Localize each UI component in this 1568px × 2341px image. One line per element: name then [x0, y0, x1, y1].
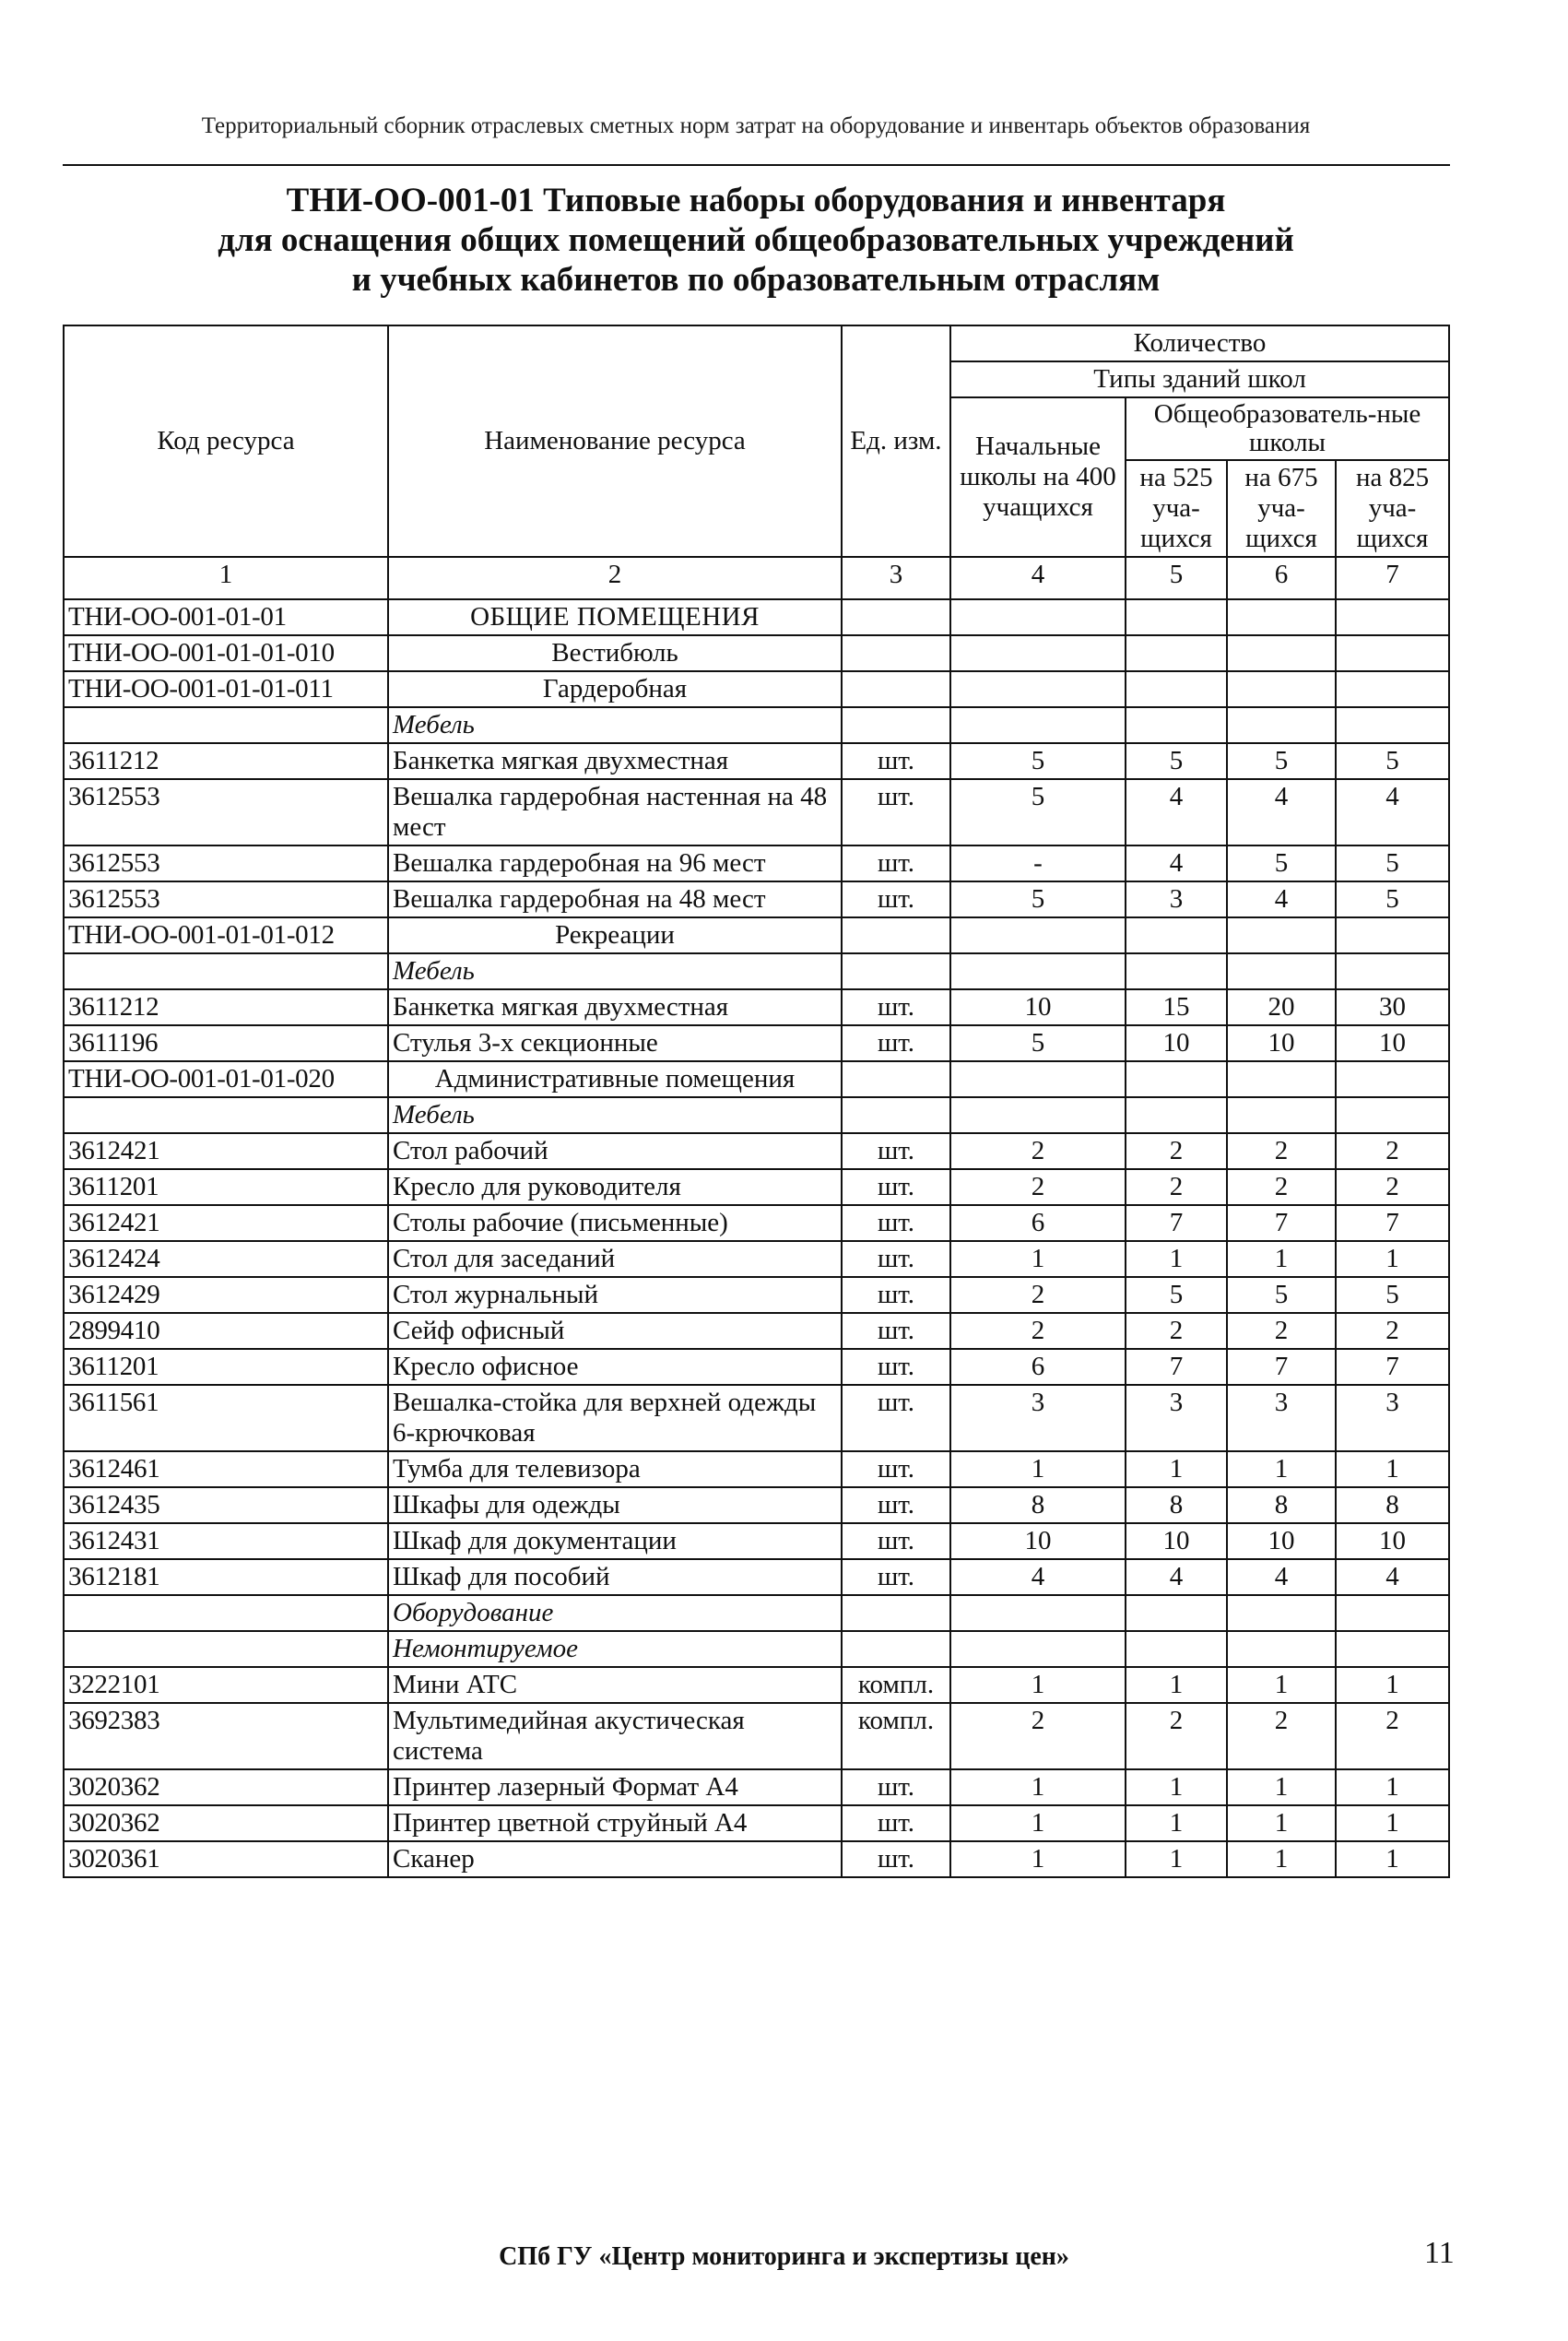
qty-general-675: [1227, 635, 1336, 671]
header-rule: [63, 164, 1450, 166]
table-row: [64, 743, 1449, 779]
table-row: [64, 1277, 1449, 1313]
column-number: 5: [1126, 557, 1227, 599]
qty-general-675: 5: [1227, 1277, 1336, 1313]
resource-name: Мебель: [388, 1097, 842, 1133]
qty-primary-400: 1: [950, 1769, 1126, 1805]
qty-primary-400: [950, 917, 1126, 953]
column-number: 4: [950, 557, 1126, 599]
qty-general-825: 10: [1336, 1523, 1449, 1559]
qty-general-525: 4: [1126, 1559, 1227, 1595]
resource-name: Вешалка гардеробная на 96 мест: [388, 845, 842, 881]
qty-general-525: 7: [1126, 1349, 1227, 1385]
unit: шт.: [842, 845, 950, 881]
resource-code: 3612424: [64, 1241, 388, 1277]
table-row: [64, 1061, 1449, 1097]
qty-primary-400: 8: [950, 1487, 1126, 1523]
resource-name: Вешалка-стойка для верхней одежды 6-крючковая: [388, 1385, 842, 1451]
resource-name: Вешалка гардеробная настенная на 48 мест: [388, 779, 842, 845]
resource-name: Сканер: [388, 1841, 842, 1877]
title-line: для оснащения общих помещений общеобразовательных учреждений: [218, 221, 1294, 259]
header-name: Наименование ресурса: [388, 325, 842, 557]
qty-general-675: [1227, 917, 1336, 953]
qty-general-525: [1126, 1595, 1227, 1631]
unit: шт.: [842, 1487, 950, 1523]
unit: шт.: [842, 1805, 950, 1841]
header-825: на 825 уча-щихся: [1336, 460, 1449, 557]
resource-code: 3612181: [64, 1559, 388, 1595]
resource-code: 2899410: [64, 1313, 388, 1349]
resource-name: ОБЩИЕ ПОМЕЩЕНИЯ: [388, 599, 842, 635]
unit: шт.: [842, 1277, 950, 1313]
qty-general-675: 5: [1227, 743, 1336, 779]
table-row: [64, 635, 1449, 671]
qty-general-675: 5: [1227, 845, 1336, 881]
resource-code: 3222101: [64, 1667, 388, 1703]
qty-general-675: [1227, 707, 1336, 743]
unit: шт.: [842, 1241, 950, 1277]
table-row: [64, 1595, 1449, 1631]
qty-general-675: [1227, 599, 1336, 635]
unit: [842, 1631, 950, 1667]
table-row: [64, 1313, 1449, 1349]
qty-general-675: 1: [1227, 1451, 1336, 1487]
footer-organization: СПб ГУ «Центр мониторинга и экспертизы цен»: [499, 2242, 1069, 2271]
unit: [842, 953, 950, 989]
qty-general-675: 2: [1227, 1703, 1336, 1769]
qty-general-825: [1336, 1595, 1449, 1631]
column-number-row: [64, 557, 1449, 599]
resource-name: Шкаф для документации: [388, 1523, 842, 1559]
qty-general-525: 1: [1126, 1241, 1227, 1277]
table-row: [64, 1169, 1449, 1205]
unit: компл.: [842, 1703, 950, 1769]
resource-name: Стулья 3-х секционные: [388, 1025, 842, 1061]
resource-code: 3612553: [64, 845, 388, 881]
table-row: [64, 953, 1449, 989]
resource-name: Кресло офисное: [388, 1349, 842, 1385]
resource-name: Банкетка мягкая двухместная: [388, 989, 842, 1025]
qty-general-825: 1: [1336, 1667, 1449, 1703]
resource-code: 3611201: [64, 1169, 388, 1205]
qty-primary-400: 6: [950, 1349, 1126, 1385]
qty-primary-400: 1: [950, 1241, 1126, 1277]
qty-general-525: 10: [1126, 1025, 1227, 1061]
table-body: [64, 599, 1449, 1877]
table-row: [64, 881, 1449, 917]
qty-general-525: 3: [1126, 1385, 1227, 1451]
table-row: [64, 1841, 1449, 1877]
resource-table: [63, 325, 1450, 1878]
qty-general-525: [1126, 635, 1227, 671]
resource-code: 3611196: [64, 1025, 388, 1061]
resource-code: 3612553: [64, 779, 388, 845]
resource-code: [64, 1631, 388, 1667]
unit: шт.: [842, 1205, 950, 1241]
qty-general-525: 2: [1126, 1313, 1227, 1349]
qty-general-525: 10: [1126, 1523, 1227, 1559]
qty-general-825: 1: [1336, 1841, 1449, 1877]
qty-general-675: 20: [1227, 989, 1336, 1025]
page-title: [65, 181, 1447, 300]
table-row: [64, 1769, 1449, 1805]
qty-primary-400: [950, 1061, 1126, 1097]
header-unit: Ед. изм.: [842, 325, 950, 557]
qty-general-525: [1126, 1061, 1227, 1097]
unit: [842, 671, 950, 707]
table-row: [64, 1559, 1449, 1595]
qty-general-825: 1: [1336, 1451, 1449, 1487]
qty-general-825: 5: [1336, 881, 1449, 917]
qty-general-675: [1227, 953, 1336, 989]
table-row: [64, 1451, 1449, 1487]
unit: шт.: [842, 1385, 950, 1451]
qty-general-675: 4: [1227, 1559, 1336, 1595]
qty-general-675: [1227, 1595, 1336, 1631]
table-row: [64, 989, 1449, 1025]
unit: шт.: [842, 743, 950, 779]
unit: шт.: [842, 1133, 950, 1169]
column-number: 2: [388, 557, 842, 599]
resource-code: [64, 953, 388, 989]
qty-primary-400: 2: [950, 1313, 1126, 1349]
resource-name: Сейф офисный: [388, 1313, 842, 1349]
qty-primary-400: 1: [950, 1805, 1126, 1841]
qty-primary-400: 5: [950, 881, 1126, 917]
table-row: [64, 1241, 1449, 1277]
qty-general-825: 2: [1336, 1703, 1449, 1769]
table-row: [64, 1385, 1449, 1451]
column-number: 6: [1227, 557, 1336, 599]
table-row: [64, 1631, 1449, 1667]
qty-general-825: 7: [1336, 1349, 1449, 1385]
resource-code: [64, 707, 388, 743]
resource-name: Стол для заседаний: [388, 1241, 842, 1277]
qty-general-675: 2: [1227, 1169, 1336, 1205]
resource-name: Тумба для телевизора: [388, 1451, 842, 1487]
resource-name: Мебель: [388, 707, 842, 743]
resource-name: Стол рабочий: [388, 1133, 842, 1169]
qty-general-525: 7: [1126, 1205, 1227, 1241]
qty-primary-400: -: [950, 845, 1126, 881]
qty-primary-400: 5: [950, 743, 1126, 779]
table-row: [64, 599, 1449, 635]
qty-general-675: 4: [1227, 881, 1336, 917]
qty-general-675: [1227, 671, 1336, 707]
qty-general-525: [1126, 1631, 1227, 1667]
qty-general-525: 4: [1126, 845, 1227, 881]
qty-general-675: 1: [1227, 1841, 1336, 1877]
qty-general-825: [1336, 635, 1449, 671]
qty-general-675: [1227, 1061, 1336, 1097]
qty-general-825: 5: [1336, 743, 1449, 779]
resource-code: ТНИ-ОО-001-01-01-012: [64, 917, 388, 953]
qty-primary-400: 6: [950, 1205, 1126, 1241]
qty-primary-400: [950, 707, 1126, 743]
table-row: [64, 845, 1449, 881]
qty-primary-400: 1: [950, 1667, 1126, 1703]
unit: шт.: [842, 1841, 950, 1877]
unit: шт.: [842, 1559, 950, 1595]
unit: [842, 1061, 950, 1097]
qty-primary-400: [950, 599, 1126, 635]
qty-primary-400: [950, 671, 1126, 707]
unit: шт.: [842, 1523, 950, 1559]
qty-general-525: 5: [1126, 743, 1227, 779]
resource-name: Немонтируемое: [388, 1631, 842, 1667]
qty-general-825: 2: [1336, 1169, 1449, 1205]
qty-primary-400: 2: [950, 1703, 1126, 1769]
qty-general-825: [1336, 671, 1449, 707]
qty-general-525: 1: [1126, 1769, 1227, 1805]
qty-general-675: 4: [1227, 779, 1336, 845]
resource-code: ТНИ-ОО-001-01-01-011: [64, 671, 388, 707]
qty-primary-400: 10: [950, 989, 1126, 1025]
qty-primary-400: 1: [950, 1841, 1126, 1877]
qty-general-825: [1336, 599, 1449, 635]
column-number: 3: [842, 557, 950, 599]
qty-general-675: 10: [1227, 1025, 1336, 1061]
unit: шт.: [842, 1349, 950, 1385]
resource-name: Административные помещения: [388, 1061, 842, 1097]
qty-general-525: 8: [1126, 1487, 1227, 1523]
qty-general-675: 2: [1227, 1313, 1336, 1349]
qty-general-525: 1: [1126, 1841, 1227, 1877]
resource-code: ТНИ-ОО-001-01-01-020: [64, 1061, 388, 1097]
qty-general-825: 3: [1336, 1385, 1449, 1451]
resource-code: ТНИ-ОО-001-01-01: [64, 599, 388, 635]
qty-general-525: [1126, 953, 1227, 989]
resource-code: 3692383: [64, 1703, 388, 1769]
table-row: [64, 1487, 1449, 1523]
qty-primary-400: [950, 953, 1126, 989]
header-675: на 675 уча-щихся: [1227, 460, 1336, 557]
resource-name: Стол журнальный: [388, 1277, 842, 1313]
header-525: на 525 уча-щихся: [1126, 460, 1227, 557]
resource-code: 3611561: [64, 1385, 388, 1451]
resource-code: [64, 1097, 388, 1133]
unit: [842, 635, 950, 671]
unit: шт.: [842, 1769, 950, 1805]
resource-name: Шкафы для одежды: [388, 1487, 842, 1523]
qty-general-825: 1: [1336, 1241, 1449, 1277]
resource-code: 3612429: [64, 1277, 388, 1313]
qty-general-525: 1: [1126, 1667, 1227, 1703]
column-number: 1: [64, 557, 388, 599]
unit: [842, 707, 950, 743]
qty-general-675: 10: [1227, 1523, 1336, 1559]
qty-general-825: 10: [1336, 1025, 1449, 1061]
qty-general-525: 2: [1126, 1169, 1227, 1205]
unit: [842, 1595, 950, 1631]
qty-primary-400: [950, 635, 1126, 671]
unit: [842, 917, 950, 953]
table-row: [64, 1703, 1449, 1769]
qty-primary-400: 5: [950, 779, 1126, 845]
qty-general-825: 30: [1336, 989, 1449, 1025]
table-header: [64, 325, 1449, 599]
table-row: [64, 1349, 1449, 1385]
qty-general-525: [1126, 707, 1227, 743]
resource-code: 3020362: [64, 1769, 388, 1805]
resource-name: Вестибюль: [388, 635, 842, 671]
resource-code: 3020362: [64, 1805, 388, 1841]
unit: шт.: [842, 1313, 950, 1349]
qty-general-675: 7: [1227, 1349, 1336, 1385]
qty-general-525: 1: [1126, 1805, 1227, 1841]
qty-general-525: 2: [1126, 1133, 1227, 1169]
qty-general-825: 1: [1336, 1769, 1449, 1805]
qty-general-825: 1: [1336, 1805, 1449, 1841]
qty-general-525: 15: [1126, 989, 1227, 1025]
resource-code: 3612431: [64, 1523, 388, 1559]
resource-name: Принтер цветной струйный А4: [388, 1805, 842, 1841]
qty-general-525: [1126, 671, 1227, 707]
qty-primary-400: 3: [950, 1385, 1126, 1451]
column-number: 7: [1336, 557, 1449, 599]
qty-general-675: [1227, 1097, 1336, 1133]
unit: [842, 1097, 950, 1133]
unit: компл.: [842, 1667, 950, 1703]
qty-general-675: 7: [1227, 1205, 1336, 1241]
table-row: [64, 1133, 1449, 1169]
qty-general-525: [1126, 917, 1227, 953]
unit: [842, 599, 950, 635]
resource-code: 3612553: [64, 881, 388, 917]
qty-general-675: 2: [1227, 1133, 1336, 1169]
resource-code: 3611212: [64, 743, 388, 779]
resource-name: Мультимедийная акустическая система: [388, 1703, 842, 1769]
resource-name: Мини АТС: [388, 1667, 842, 1703]
qty-general-525: [1126, 599, 1227, 635]
qty-primary-400: 2: [950, 1133, 1126, 1169]
unit: шт.: [842, 779, 950, 845]
title-line: и учебных кабинетов по образовательным отраслям: [351, 261, 1161, 299]
qty-general-525: 3: [1126, 881, 1227, 917]
resource-name: Принтер лазерный Формат А4: [388, 1769, 842, 1805]
qty-general-825: [1336, 707, 1449, 743]
header-primary-school: Начальные школы на 400 учащихся: [950, 397, 1126, 557]
qty-general-675: 3: [1227, 1385, 1336, 1451]
resource-code: 3611201: [64, 1349, 388, 1385]
qty-general-825: [1336, 917, 1449, 953]
table-row: [64, 1025, 1449, 1061]
qty-primary-400: [950, 1595, 1126, 1631]
resource-name: Рекреации: [388, 917, 842, 953]
qty-general-675: 1: [1227, 1241, 1336, 1277]
qty-general-825: 5: [1336, 845, 1449, 881]
header-general-school: Общеобразователь-ные школы: [1126, 397, 1449, 460]
qty-primary-400: 2: [950, 1277, 1126, 1313]
qty-primary-400: 2: [950, 1169, 1126, 1205]
qty-general-825: [1336, 1631, 1449, 1667]
resource-name: Вешалка гардеробная на 48 мест: [388, 881, 842, 917]
qty-general-825: 2: [1336, 1133, 1449, 1169]
table-row: [64, 779, 1449, 845]
table-row: [64, 917, 1449, 953]
table-row: [64, 1805, 1449, 1841]
resource-name: Мебель: [388, 953, 842, 989]
resource-name: Шкаф для пособий: [388, 1559, 842, 1595]
header-quantity: Количество: [950, 325, 1449, 361]
qty-primary-400: 4: [950, 1559, 1126, 1595]
unit: шт.: [842, 1169, 950, 1205]
resource-code: 3612461: [64, 1451, 388, 1487]
header-building-types: Типы зданий школ: [950, 361, 1449, 397]
page-number: 11: [1424, 2236, 1455, 2270]
resource-code: [64, 1595, 388, 1631]
title-line: ТНИ-ОО-001-01 Типовые наборы оборудования и инвентаря: [286, 182, 1226, 219]
unit: шт.: [842, 989, 950, 1025]
qty-general-675: 1: [1227, 1667, 1336, 1703]
qty-general-825: 5: [1336, 1277, 1449, 1313]
resource-name: Гардеробная: [388, 671, 842, 707]
running-header: Территориальный сборник отраслевых сметных норм затрат на оборудование и инвентарь объектов образования: [201, 113, 1311, 138]
qty-primary-400: 1: [950, 1451, 1126, 1487]
table-row: [64, 1205, 1449, 1241]
qty-general-825: 8: [1336, 1487, 1449, 1523]
header-code: Код ресурса: [64, 325, 388, 557]
resource-name: Кресло для руководителя: [388, 1169, 842, 1205]
qty-general-675: [1227, 1631, 1336, 1667]
unit: шт.: [842, 1451, 950, 1487]
table-row: [64, 1097, 1449, 1133]
resource-code: 3020361: [64, 1841, 388, 1877]
unit: шт.: [842, 881, 950, 917]
resource-name: Столы рабочие (письменные): [388, 1205, 842, 1241]
qty-general-825: [1336, 1061, 1449, 1097]
qty-general-825: 4: [1336, 1559, 1449, 1595]
qty-primary-400: [950, 1631, 1126, 1667]
unit: шт.: [842, 1025, 950, 1061]
resource-code: 3611212: [64, 989, 388, 1025]
table-row: [64, 1523, 1449, 1559]
resource-code: 3612421: [64, 1205, 388, 1241]
table-row: [64, 1667, 1449, 1703]
qty-general-825: 2: [1336, 1313, 1449, 1349]
qty-general-675: 8: [1227, 1487, 1336, 1523]
resource-name: Оборудование: [388, 1595, 842, 1631]
qty-general-825: 4: [1336, 779, 1449, 845]
qty-general-825: [1336, 953, 1449, 989]
qty-general-675: 1: [1227, 1805, 1336, 1841]
qty-general-825: [1336, 1097, 1449, 1133]
qty-general-525: 2: [1126, 1703, 1227, 1769]
resource-code: ТНИ-ОО-001-01-01-010: [64, 635, 388, 671]
resource-name: Банкетка мягкая двухместная: [388, 743, 842, 779]
qty-general-525: 1: [1126, 1451, 1227, 1487]
qty-general-525: 5: [1126, 1277, 1227, 1313]
qty-primary-400: 5: [950, 1025, 1126, 1061]
qty-primary-400: 10: [950, 1523, 1126, 1559]
resource-code: 3612421: [64, 1133, 388, 1169]
qty-general-525: [1126, 1097, 1227, 1133]
resource-code: 3612435: [64, 1487, 388, 1523]
table-row: [64, 671, 1449, 707]
table-row: [64, 707, 1449, 743]
qty-general-525: 4: [1126, 779, 1227, 845]
qty-general-675: 1: [1227, 1769, 1336, 1805]
qty-primary-400: [950, 1097, 1126, 1133]
qty-general-825: 7: [1336, 1205, 1449, 1241]
